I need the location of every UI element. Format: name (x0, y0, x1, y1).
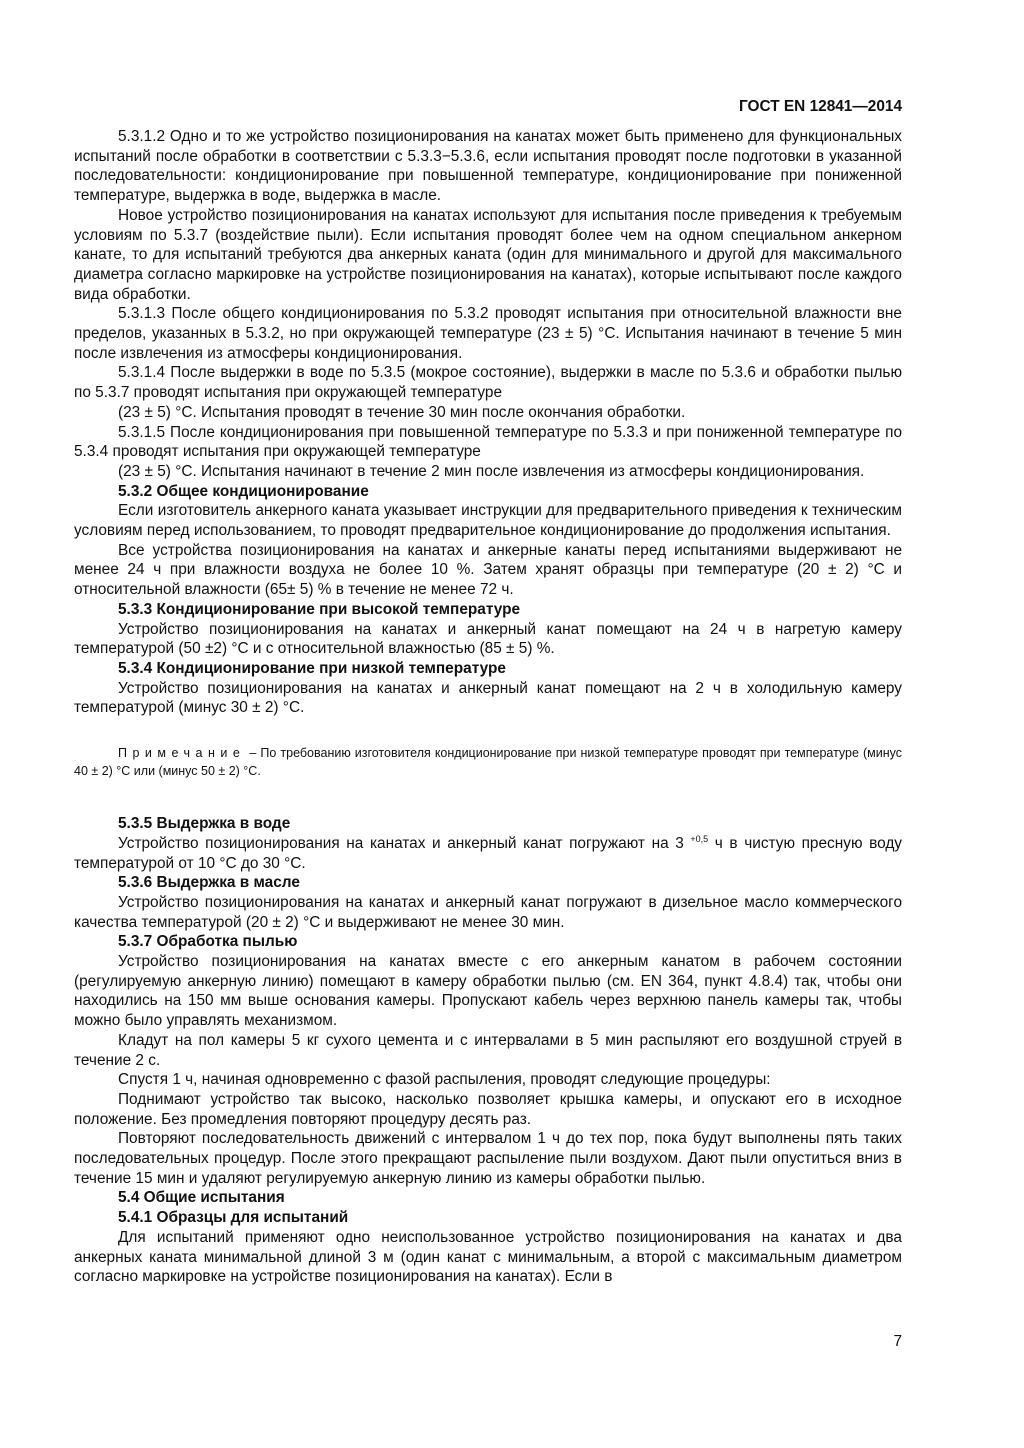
paragraph-5-3-1-5: 5.3.1.5 После кондиционирования при повышенной температуре по 5.3.3 и при пониженной температуре по 5.3.4 проводят испытания при окружающей температуре (74, 423, 902, 461)
section-heading-5-4: 5.4 Общие испытания (118, 1189, 285, 1207)
paragraph-high-temp: Устройство позиционирования на канатах и анкерный канат помещают на 24 ч в нагретую камеру температурой (50 ±2) °С и с относительной влажностью (85 ± 5) %. (74, 620, 902, 658)
paragraph-lift: Поднимают устройство так высоко, насколько позволяет крышка камеры, и опускают его в исходное положение. Без промедления повторяют процедуру десять раз. (74, 1090, 902, 1128)
page-number: 7 (893, 1333, 902, 1350)
paragraph-cement: Кладут на пол камеры 5 кг сухого цемента и с интервалами в 5 мин распыляют его воздушной струей в течение 2 с. (74, 1031, 902, 1069)
paragraph-5-3-1-5-cont: (23 ± 5) °С. Испытания начинают в течение 2 мин после извлечения из атмосферы кондиционирования. (118, 462, 865, 480)
water-tolerance: +0,5 (690, 833, 709, 844)
section-heading-5-3-2: 5.3.2 Общее кондиционирование (118, 482, 369, 500)
paragraph-repeat: Повторяют последовательность движений с интервалом 1 ч до тех пор, пока будут выполнены пять таких последовательных процедур. После этого прекращают распыление пыли воздухом. Дают пыли опуститься вниз в течение 15 мин и удаляют регулируемую анкерную линию из камеры обработки пылью. (74, 1130, 902, 1187)
water-text-start: Устройство позиционирования на канатах и анкерный канат погружают на 3 (118, 834, 691, 852)
document-body (74, 127, 902, 1287)
note-label: Примечание (118, 746, 246, 761)
paragraph-after-1h: Спустя 1 ч, начиная одновременно с фазой распыления, проводят следующие процедуры: (118, 1071, 771, 1089)
paragraph-5-3-1-4: 5.3.1.4 После выдержки в воде по 5.3.5 (мокрое состояние), выдержки в масле по 5.3.6 и обработки пылью по 5.3.7 проводят испытания при окружающей температуре (74, 364, 902, 402)
paragraph-oil: Устройство позиционирования на канатах и анкерный канат погружают в дизельное масло коммерческого качества температурой (20 ± 2) °С и выдерживают не менее 30 мин. (74, 893, 902, 931)
section-heading-5-3-4: 5.3.4 Кондиционирование при низкой температуре (118, 659, 506, 677)
standard-header: ГОСТ EN 12841—2014 (739, 98, 902, 115)
paragraph-5-3-1-3: 5.3.1.3 После общего кондиционирования по 5.3.2 проводят испытания при относительной влажности вне пределов, указанных в 5.3.2, но при окружающей температуре (23 ± 5) °С. Испытания начинают в течение 5 мин после извлечения из атмосферы кондиционирования. (74, 305, 902, 362)
section-heading-5-3-6: 5.3.6 Выдержка в масле (118, 874, 300, 892)
paragraph-new-device: Новое устройство позиционирования на канатах используют для испытания после приведения к требуемым условиям по 5.3.7 (воздействие пыли). Если испытания проводят более чем на одном специальном анкерном канате, то для испытаний требуются два анкерных каната (один для минимального и другой для максимального диаметра согласно маркировке на устройстве позиционирования на канатах), которые испытывают после каждого вида обработки. (74, 206, 902, 303)
paragraph-5-3-1-2: 5.3.1.2 Одно и то же устройство позиционирования на канатах может быть применено для функциональных испытаний после обработки в соответствии с 5.3.3−5.3.6, если испытания проводят после подготовки в указанной последовательности: кондиционирование при повышенной температуре, кондиционирование при пониженной температуре, выдержка в воде, выдержка в масле. (74, 128, 902, 205)
paragraph-5-3-1-4-cont: (23 ± 5) °С. Испытания проводят в течение 30 мин после окончания обработки. (118, 403, 686, 421)
paragraph-samples: Для испытаний применяют одно неиспользованное устройство позиционирования на канатах и два анкерных каната минимальной длиной 3 м (один канат с минимальным, а второй с максимальным диаметром согласно маркировке на устройстве позиционирования на канатах). Если в (74, 1228, 902, 1286)
note-text: – По требованию изготовителя кондиционирование при низкой температуре проводят при температуре (минус 40 ± 2) °С или (минус 50 ± 2) °С. (74, 746, 902, 779)
section-heading-5-3-7: 5.3.7 Обработка пылью (118, 933, 298, 951)
section-heading-5-4-1: 5.4.1 Образцы для испытаний (118, 1209, 349, 1227)
paragraph-dust-chamber: Устройство позиционирования на канатах вместе с его анкерным канатом в рабочем состоянии (регулируемую анкерную линию) помещают в камеру обработки пылью (см. EN 364, пункт 4.8.4) так, чтобы они находились на 150 мм выше основания камеры. Пропускают кабель через верхнюю панель камеры так, чтобы можно было управлять механизмом. (74, 953, 902, 1030)
paragraph-preconditioning: Если изготовитель анкерного каната указывает инструкции для предварительного приведения к техническим условиям перед использованием, то проводят предварительное кондиционирование до продолжения испытания. (74, 502, 902, 540)
note-block (74, 744, 902, 780)
section-heading-5-3-3: 5.3.3 Кондиционирование при высокой температуре (118, 600, 521, 618)
paragraph-water (74, 834, 902, 873)
water-text-end: ч в чистую пресную воду температурой от 10 °С до 30 °С. (74, 834, 902, 872)
paragraph-all-devices: Все устройства позиционирования на канатах и анкерные канаты перед испытаниями выдерживают не менее 24 ч при влажности воздуха не более 10 %. Затем хранят образцы при температуре (20 ± 2) °С и относительной влажности (65± 5) % в течение не менее 72 ч. (74, 541, 902, 599)
paragraph-low-temp: Устройство позиционирования на канатах и анкерный канат помещают на 2 ч в холодильную камеру температурой (минус 30 ± 2) °С. (74, 679, 902, 717)
section-heading-5-3-5: 5.3.5 Выдержка в воде (118, 815, 291, 833)
